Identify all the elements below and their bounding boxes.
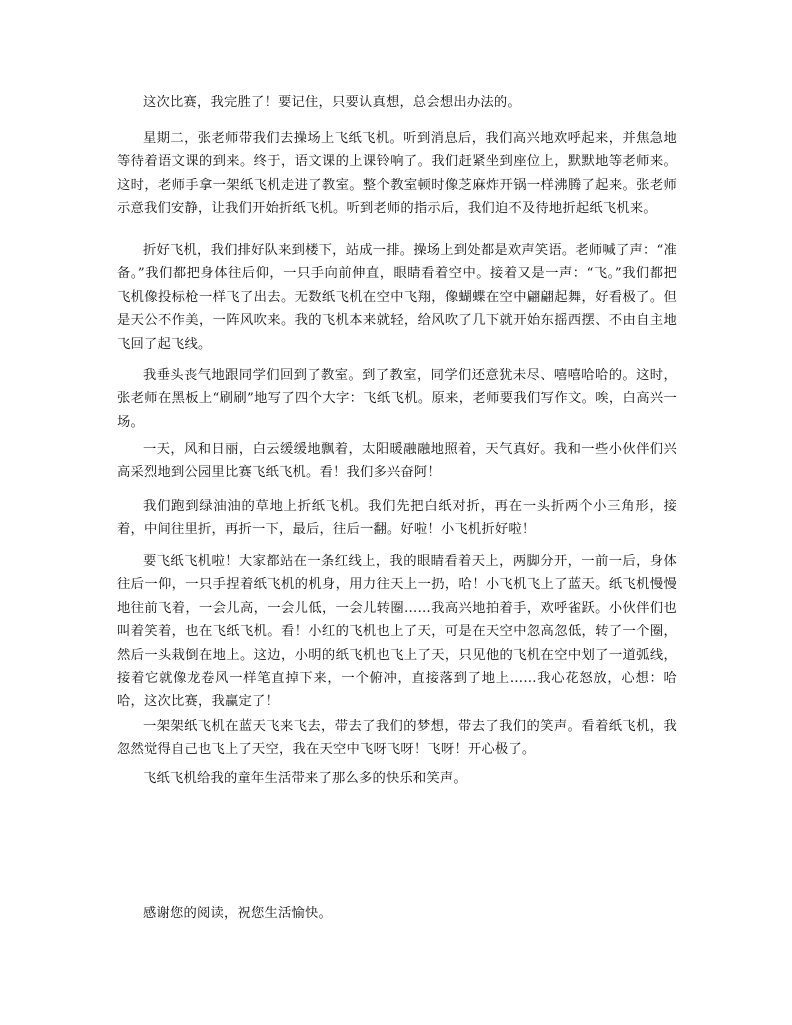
closing-line: 感谢您的阅读，祝您生活愉快。 [143,906,332,921]
paragraph-9: 飞纸飞机给我的童年生活带来了那么多的快乐和笑声。 [143,771,467,786]
paragraph-2: 星期二，张老师带我们去操场上飞纸飞机。听到消息后，我们高兴地欢呼起来，并焦急地等待着语文课的到来。终于，语文课的上课铃响了。我们赶紧坐到座位上，默默地等老师来。这时，老师手拿一架纸飞机走进了教室。整个教室顿时像芝麻炸开锅一样沸腾了起来。张老师示意我们安静，让我们开始折纸飞机。听到老师的指示后，我们迫不及待地折起纸飞机来。 [117,131,677,217]
paragraph-8: 一架架纸飞机在蓝天飞来飞去，带去了我们的梦想，带去了我们的笑声。看着纸飞机，我忽然觉得自己也飞上了天空，我在天空中飞呀飞呀！飞呀！开心极了。 [117,719,677,758]
paragraph-1: 这次比赛，我完胜了！要记住，只要认真想，总会想出办法的。 [143,95,521,110]
paragraph-3: 折好飞机，我们排好队来到楼下，站成一排。操场上到处都是欢声笑语。老师喊了声：“准备。”我们都把身体往后仰，一只手向前伸直，眼睛看着空中。接着又是一声：“飞。”我们都把飞机像投标枪一样飞了出去。无数纸飞机在空中飞翔，像蝴蝶在空中翩翩起舞，好看极了。但是天公不作美，一阵风吹来。我的飞机本来就轻，给风吹了几下就开始东摇西摆、不由自主地飞回了起飞线。 [117,243,677,352]
paragraph-7: 要飞纸飞机啦！大家都站在一条红线上，我的眼睛看着天上，两脚分开，一前一后，身体往后一仰，一只手捏着纸飞机的机身，用力往天上一扔，哈！小飞机飞上了蓝天。纸飞机慢慢地往前飞着，一会儿高，一会儿低，一会儿转圈……我高兴地拍着手，欢呼雀跃。小伙伴们也叫着笑着，也在飞纸飞机。看！小红的飞机也上了天，可是在天空中忽高忽低，转了一个圈，然后一头栽倒在地上。这边，小明的纸飞机也飞上了天，只见他的飞机在空中划了一道弧线，接着它就像龙卷风一样笔直掉下来，一个俯冲，直接落到了地上……我心花怒放，心想：哈哈，这次比赛，我赢定了！ [117,554,677,710]
paragraph-4: 我垂头丧气地跟同学们回到了教室。到了教室，同学们还意犹未尽、嘻嘻哈哈的。这时，张老师在黑板上“刷刷”地写了四个大字：飞纸飞机。原来，老师要我们写作文。唉，白高兴一场。 [117,368,677,430]
paragraph-5: 一天，风和日丽，白云缓缓地飘着，太阳暖融融地照着，天气真好。我和一些小伙伴们兴高采烈地到公园里比赛飞纸飞机。看！我们多兴奋阿！ [117,442,677,481]
paragraph-6: 我们跑到绿油油的草地上折纸飞机。我们先把白纸对折，再在一头折两个小三角形，接着，中间往里折，再折一下，最后，往后一翻。好啦！小飞机折好啦！ [117,499,677,538]
